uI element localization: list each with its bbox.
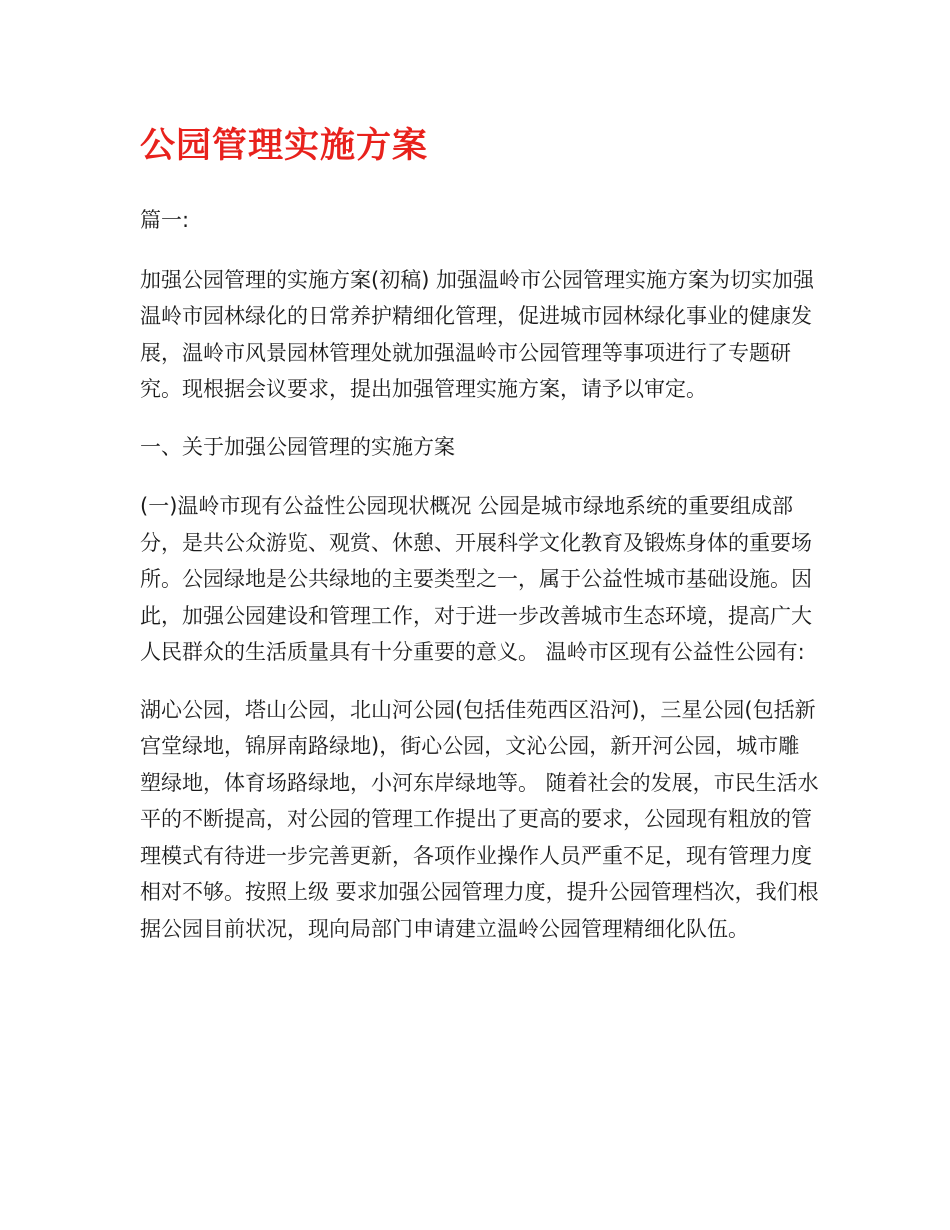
- section-label: 篇一:: [140, 208, 190, 232]
- document-page: [140, 118, 820, 968]
- paragraph-intro: 加强公园管理的实施方案(初稿) 加强温岭市公园管理实施方案为切实加强温岭市园林绿化的日常养护精细化管理，促进城市园林绿化事业的健康发展，温岭市风景园林管理处就加强温岭市公园管理等事项进行了专题研究。现根据会议要求，提出加强管理实施方案，请予以审定。: [140, 267, 815, 401]
- paragraph-overview: (一)温岭市现有公益性公园现状概况 公园是城市绿地系统的重要组成部分，是共公众游览、观赏、休憩、开展科学文化教育及锻炼身体的重要场所。公园绿地是公共绿地的主要类型之一，属于公益性城市基础设施。因此，加强公园建设和管理工作，对于进一步改善城市生态环境，提高广大人民群众的生活质量具有十分重要的意义。 温岭市区现有公益性公园有:: [140, 494, 812, 664]
- paragraph-park-list: 湖心公园，塔山公园，北山河公园(包括佳苑西区沿河)，三星公园(包括新宫堂绿地，锦屏南路绿地)，街心公园，文沁公园，新开河公园，城市雕塑绿地，体育场路绿地，小河东岸绿地等。 随着社会的发展，市民生活水平的不断提高，对公园的管理工作提出了更高的要求，公园现有粗放的管理模式有待进一步完善更新，各项作业操作人员严重不足，现有管理力度相对不够。按照上级 要求加强公园管理力度，提升公园管理档次，我们根据公园目前状况，现向局部门申请建立温岭公园管理精细化队伍。: [140, 697, 819, 941]
- paragraph-heading-1: 一、关于加强公园管理的实施方案: [140, 434, 455, 459]
- document-title: 公园管理实施方案: [140, 126, 429, 166]
